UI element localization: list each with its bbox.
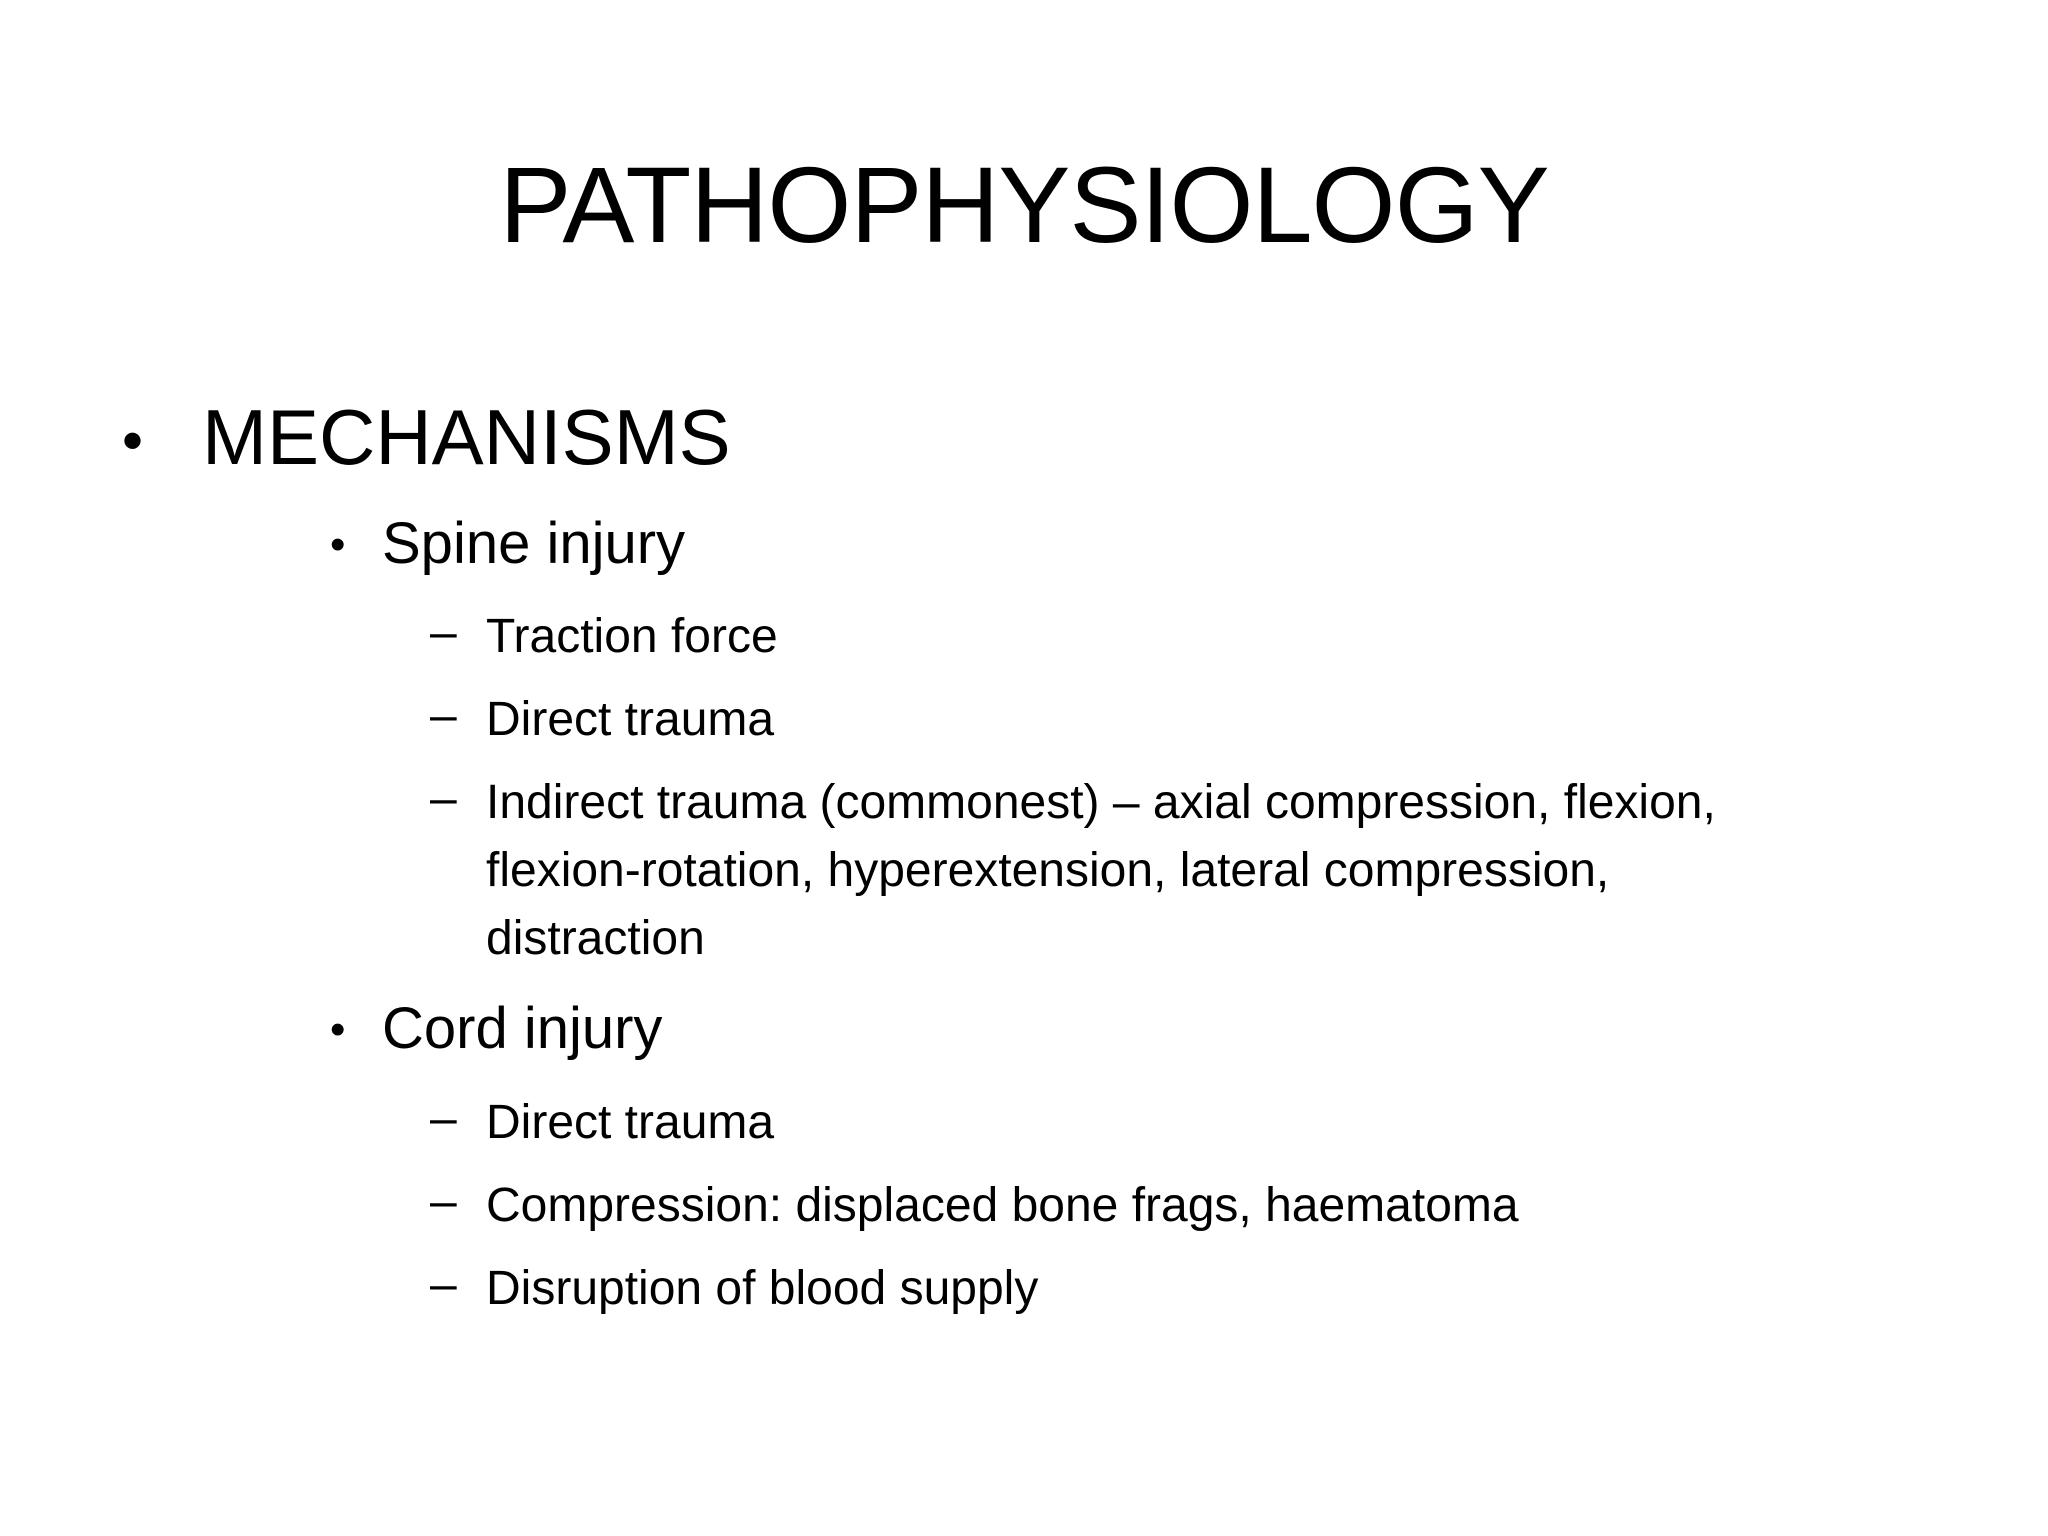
- list-item-line: Indirect trauma (commonest) – axial compression, flexion,: [486, 776, 1716, 829]
- dash-icon: –: [430, 1092, 457, 1145]
- list-item: Traction force: [486, 610, 778, 663]
- list-item: Direct trauma: [486, 1096, 775, 1149]
- dash-icon: –: [430, 606, 457, 659]
- bullet-icon: •: [122, 407, 144, 474]
- dash-icon: –: [430, 689, 457, 742]
- list-item-line: flexion-rotation, hyperextension, lateral compression,: [486, 844, 1610, 897]
- list-item: Disruption of blood supply: [486, 1262, 1039, 1315]
- dash-icon: –: [430, 772, 457, 825]
- bullet-icon: •: [330, 1005, 346, 1054]
- dash-icon: –: [430, 1175, 457, 1228]
- list-item-line: distraction: [486, 912, 705, 965]
- subheading-cord-injury: Cord injury: [382, 996, 663, 1061]
- slide-title: PATHOPHYSIOLOGY: [499, 144, 1549, 265]
- list-item: Compression: displaced bone frags, haematoma: [486, 1179, 1519, 1232]
- subheading-spine-injury: Spine injury: [382, 511, 686, 576]
- bullet-icon: •: [330, 520, 346, 569]
- dash-icon: –: [430, 1258, 457, 1311]
- list-item: Direct trauma: [486, 693, 775, 746]
- heading-mechanisms: MECHANISMS: [202, 393, 731, 481]
